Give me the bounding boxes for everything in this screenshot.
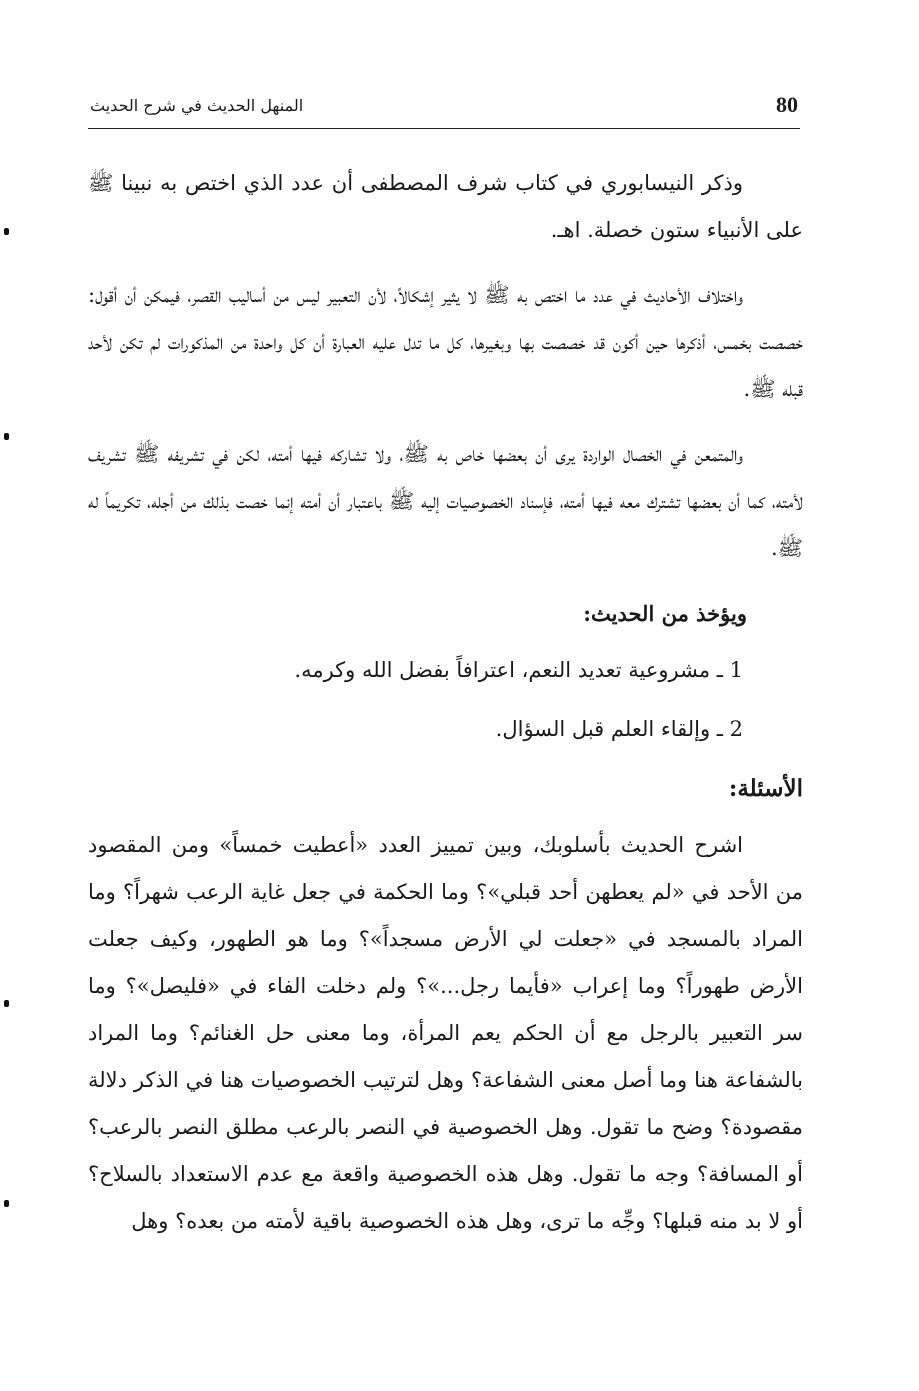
- lesson-item: 2 ـ وإلقاء العلم قبل السؤال.: [495, 717, 743, 741]
- margin-mark: [4, 1200, 9, 1207]
- questions-paragraph: اشرح الحديث بأسلوبك، وبين تمييز العدد «أعطيت خمساً» ومن المقصود من الأحد في «لم يعطهن أحد قبلي»؟ وما الحكمة في جعل غاية الرعب شهراً؟ وما المراد بالمسجد في «جعلت لي الأرض مسجداً»؟ وما هو الطهور، وكيف جعلت الأرض طهوراً؟ وما إعراب «فأيما رجل...»؟ ولم دخلت الفاء في «فليصل»؟ وما سر التعبير بالرجل مع أن الحكم يعم المرأة، وما معنى حل الغنائم؟ وما المراد بالشفاعة هنا وما أصل معنى الشفاعة؟ وهل لترتيب الخصوصيات هنا في الذكر دلالة مقصودة؟ وضح ما تقول. وهل الخصوصية في النصر بالرعب مطلق النصر بالرعب؟ أو المسافة؟ وجه ما تقول. وهل هذه الخصوصية واقعة مع عدم الاستعداد بالسلاح؟ أو لا بد منه قبلها؟ وجِّه ما ترى، وهل هذه الخصوصية باقية لأمته من بعده؟ وهل: [88, 833, 803, 1233]
- paragraph-characteristics: والمتمعن في الخصال الواردة يرى أن بعضها خاص به ﷺ، ولا تشاركه فيها أمته، لكن في تشريفه ﷺ تشريف لأمته، كما أن بعضها تشترك معه فيها أمته، فإسناد الخصوصيات إليه ﷺ باعتبار أن أمته إنما خصت بذلك من أجله، تكريماً له ﷺ.: [88, 442, 803, 560]
- body-text: [88, 160, 803, 1263]
- questions-heading: الأسئلة:: [728, 775, 803, 802]
- margin-mark: [4, 433, 9, 440]
- paragraph-nisaburi: وذكر النيسابوري في كتاب شرف المصطفى أن عدد الذي اختص به نبينا ﷺ على الأنبياء ستون خصلة. اهـ.: [88, 171, 803, 242]
- paragraph-hadith-difference: واختلاف الأحاديث في عدد ما اختص به ﷺ لا يثير إشكالاً، لأن التعبير ليس من أساليب القصر، فيمكن أن أقول: خصصت بخمس، أذكرها حين أكون قد خصصت بها وبغيرها، كل ما تدل عليه العبارة أن كل واحدة من المذكورات لم تكن لأحد قبله ﷺ.: [88, 283, 803, 401]
- margin-mark: [4, 228, 9, 235]
- page-number: 80: [776, 92, 798, 117]
- running-title: المنهل الحديث في شرح الحديث: [90, 96, 304, 115]
- margin-mark: [4, 1000, 9, 1007]
- lesson-item: 1 ـ مشروعية تعديد النعم، اعترافاً بفضل الله وكرمه.: [294, 658, 743, 682]
- lessons-heading: ويؤخذ من الحديث:: [583, 601, 747, 626]
- page-header: [88, 88, 800, 129]
